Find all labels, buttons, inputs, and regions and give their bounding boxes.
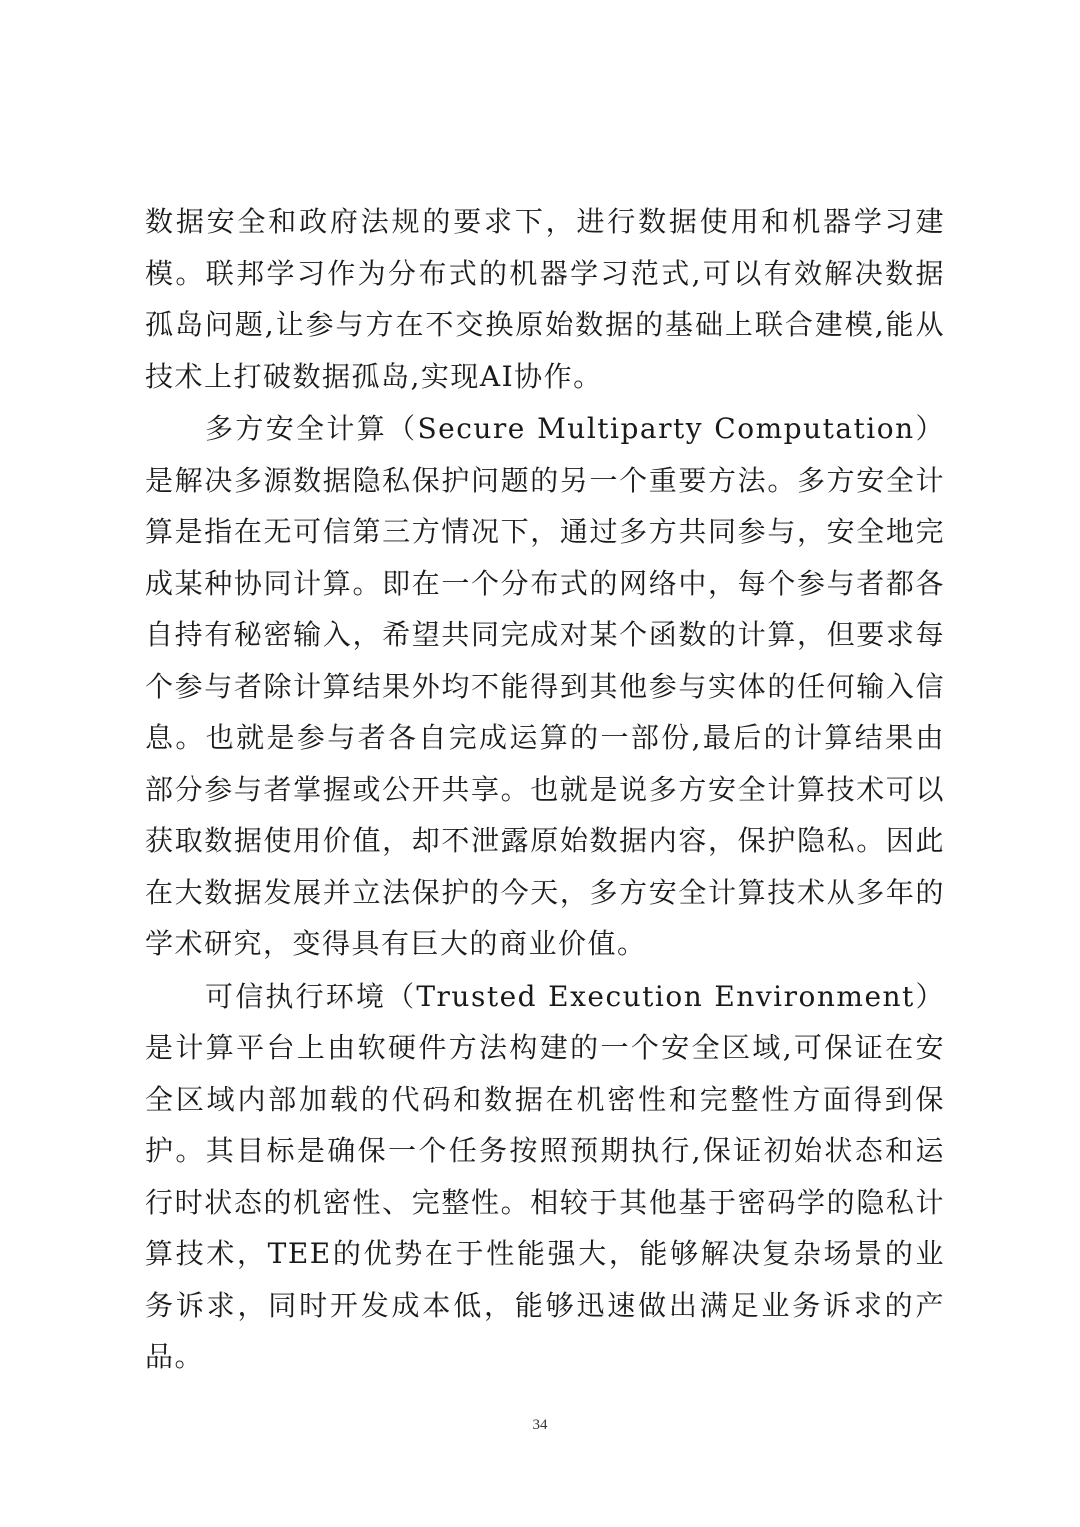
paragraph-multiparty-computation: 多方安全计算（Secure Multiparty Computation）是解决多源数据隐私保护问题的另一个重要方法。多方安全计算是指在无可信第三方情况下，通过多方共同参与，安全地完成某种协同计算。即在一个分布式的网络中，每个参与者都各自持有秘密输入，希望共同完成对某个函数的计算，但要求每个参与者除计算结果外均不能得到其他参与实体的任何输入信息。也就是参与者各自完成运算的一部份,最后的计算结果由部分参与者掌握或公开共享。也就是说多方安全计算技术可以获取数据使用价值，却不泄露原始数据内容，保护隐私。因此在大数据发展并立法保护的今天，多方安全计算技术从多年的学术研究，变得具有巨大的商业价值。 bbox=[145, 412, 945, 960]
page-number: 34 bbox=[532, 1417, 548, 1433]
paragraph-federated-learning: 数据安全和政府法规的要求下，进行数据使用和机器学习建模。联邦学习作为分布式的机器学习范式,可以有效解决数据孤岛问题,让参与方在不交换原始数据的基础上联合建模,能从技术上打破数据孤岛,实现AI协作。 bbox=[145, 205, 945, 393]
paragraph-trusted-execution-environment: 可信执行环境（Trusted Execution Environment）是计算平台上由软硬件方法构建的一个安全区域,可保证在安全区域内部加载的代码和数据在机密性和完整性方面得到保护。其目标是确保一个任务按照预期执行,保证初始状态和运行时状态的机密性、完整性。相较于其他基于密码学的隐私计算技术，TEE的优势在于性能强大，能够解决复杂场景的业务诉求，同时开发成本低，能够迅速做出满足业务诉求的产品。 bbox=[145, 979, 945, 1373]
body-text bbox=[145, 196, 945, 1384]
